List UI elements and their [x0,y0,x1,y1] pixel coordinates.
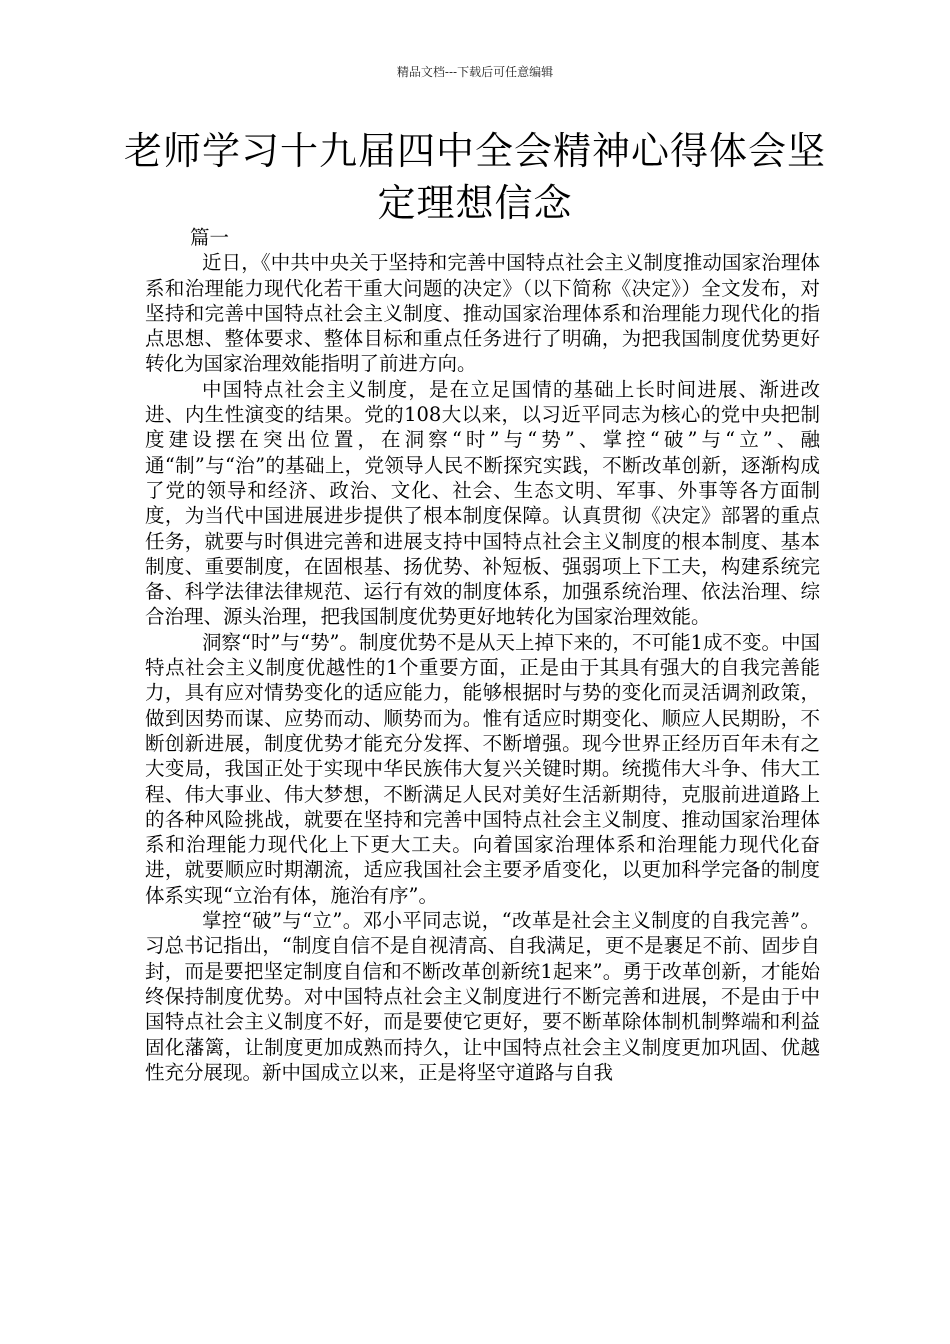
paragraph: 掌控“破”与“立”。邓小平同志说，“改革是社会主义制度的自我完善”。习总书记指出，“制度自信不是自视清高、自我满足，更不是裹足不前、固步自封，而是要把坚定制度自信和不断改革创新统1起来”。勇于改革创新，才能始终保持制度优势。对中国特点社会主义制度进行不断完善和进展，不是由于中国特点社会主义制度不好，而是要使它更好，要不断革除体制机制弊端和利益固化藩篱，让制度更加成熟而持久，让中国特点社会主义制度更加巩固、优越性充分展现。新中国成立以来，正是将坚守道路与自我 [145,909,820,1084]
document-title: 老师学习十九届四中全会精神心得体会坚定理想信念 [123,129,826,225]
paragraph: 近日，《中共中央关于坚持和完善中国特点社会主义制度推动国家治理体系和治理能力现代化若干重大问题的决定》（以下简称《决定》）全文发布，对坚持和完善中国特点社会主义制度、推动国家治理体系和治理能力现代化的指点思想、整体要求、整体目标和重点任务进行了明确，为把我国制度优势更好转化为国家治理效能指明了前进方向。 [145,251,820,376]
document-body [145,225,820,1085]
section-label: 篇一 [190,226,230,249]
paragraph: 洞察“时”与“势”。制度优势不是从天上掉下来的，不可能1成不变。中国特点社会主义制度优越性的1个重要方面，正是由于其具有强大的自我完善能力，具有应对情势变化的适应能力，能够根据时与势的变化而灵活调剂政策，做到因势而谋、应势而动、顺势而为。惟有适应时期变化、顺应人民期盼，不断创新进展，制度优势才能充分发挥、不断增强。现今世界正经历百年未有之大变局，我国正处于实现中华民族伟大复兴关键时期。统揽伟大斗争、伟大工程、伟大事业、伟大梦想，不断满足人民对美好生活新期待，克服前进道路上的各种风险挑战，就要在坚持和完善中国特点社会主义制度、推动国家治理体系和治理能力现代化上下更大工夫。向着国家治理体系和治理能力现代化奋进，就要顺应时期潮流，适应我国社会主要矛盾变化，以更加科学完备的制度体系实现“立治有体，施治有序”。 [145,630,820,907]
paragraph: 中国特点社会主义制度，是在立足国情的基础上长时间进展、渐进改进、内生性演变的结果。党的108大以来，以习近平同志为核心的党中央把制度建设摆在突出位置，在洞察“时”与“势”、掌控“破”与“立”、融通“制”与“治”的基础上，党领导人民不断探究实践，不断改革创新，逐渐构成了党的领导和经济、政治、文化、社会、生态文明、军事、外事等各方面制度，为当代中国进展进步提供了根本制度保障。认真贯彻《决定》部署的重点任务，就要与时俱进完善和进展支持中国特点社会主义制度的根本制度、基本制度、重要制度，在固根基、扬优势、补短板、强弱项上下工夫，构建系统完备、科学法律法律规范、运行有效的制度体系，加强系统治理、依法治理、综合治理、源头治理，把我国制度优势更好地转化为国家治理效能。 [145,377,820,629]
header-note: 精品文档---下载后可任意编辑 [396,65,554,79]
